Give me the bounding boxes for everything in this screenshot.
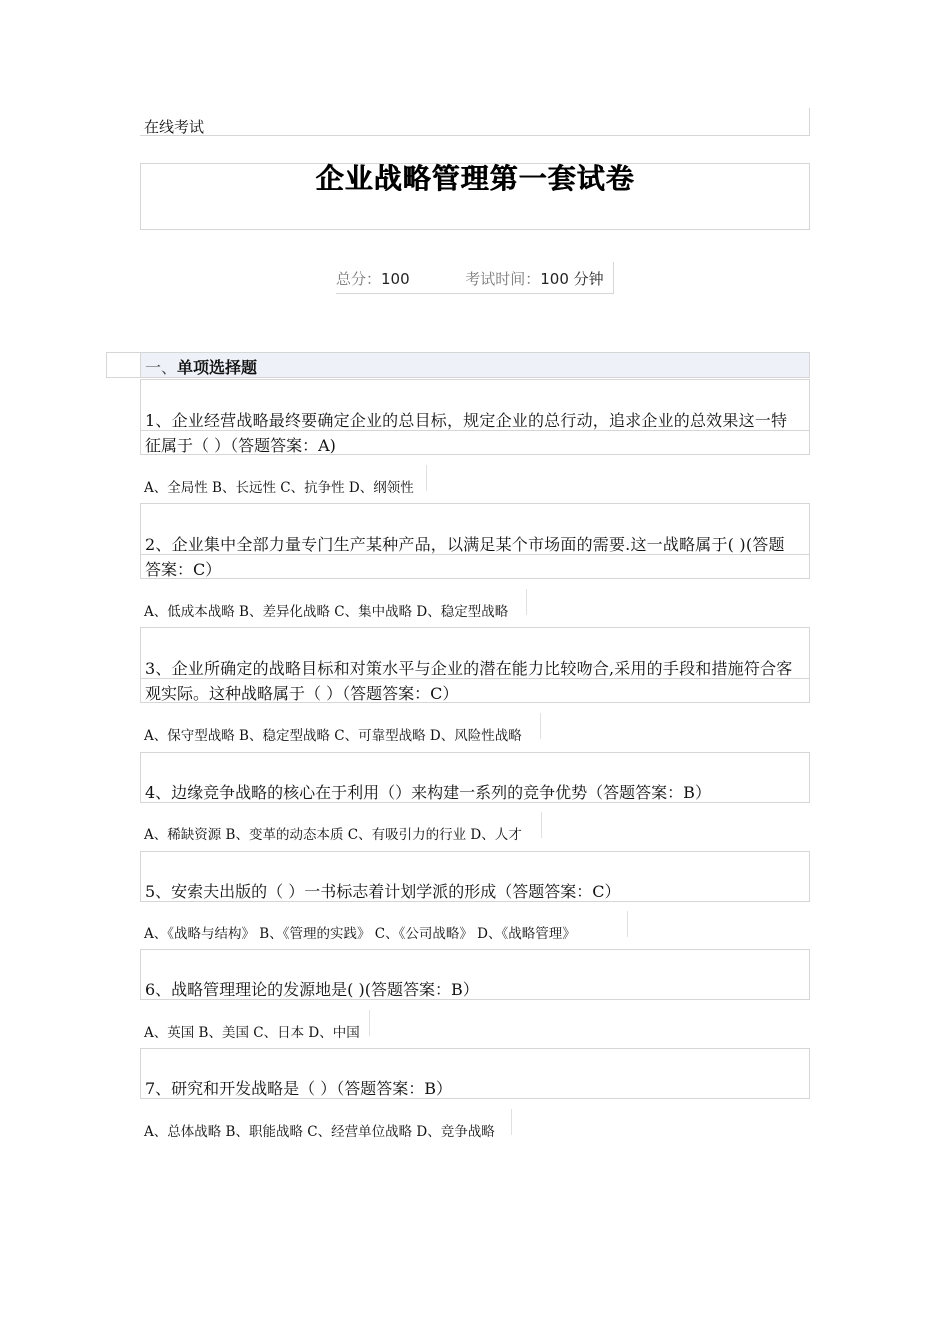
question-1-options: A、全局性 B、长远性 C、抗争性 D、纲领性 (140, 465, 427, 491)
question-text-line1: 3、企业所确定的战略目标和对策水平与企业的潜在能力比较吻合,采用的手段和措施符合客 (145, 659, 793, 678)
section-prefix: 一、 (145, 358, 178, 377)
question-2 (140, 503, 810, 579)
exam-time-label: 考试时间： (465, 270, 541, 288)
title-box (140, 163, 810, 230)
question-2-options: A、低成本战略 B、差异化战略 C、集中战略 D、稳定型战略 (140, 589, 527, 615)
section-title: 单项选择题 (177, 358, 258, 377)
question-5-options: A、《战略与结构》 B、《管理的实践》 C、《公司战略》 D、《战略管理》 (140, 911, 628, 937)
question-text-line2: 答案：C） (145, 560, 222, 579)
question-text-line1: 5、安索夫出版的（ ）一书标志着计划学派的形成（答题答案：C） (145, 882, 621, 901)
question-6-options: A、英国 B、美国 C、日本 D、中国 (140, 1010, 370, 1036)
section-number-cell (106, 352, 141, 378)
question-7 (140, 1048, 810, 1099)
section-header (140, 352, 810, 378)
question-4-options: A、稀缺资源 B、变革的动态本质 C、有吸引力的行业 D、人才 (140, 812, 542, 838)
total-score-label: 总分： (336, 270, 382, 288)
header-label: 在线考试 (140, 108, 810, 136)
question-text-line1: 1、企业经营战略最终要确定企业的总目标，规定企业的总行动，追求企业的总效果这一特 (145, 411, 788, 430)
exam-time-value: 100 分钟 (540, 270, 604, 288)
question-5 (140, 851, 810, 902)
question-4 (140, 752, 810, 803)
question-text-line1: 6、战略管理理论的发源地是( )(答题答案：B） (145, 980, 479, 999)
question-text-line1: 4、边缘竞争战略的核心在于利用（）来构建一系列的竞争优势（答题答案：B） (145, 783, 711, 802)
total-score-value: 100 (381, 270, 410, 288)
question-text-line2: 观实际。这种战略属于（ ）（答题答案：C） (145, 684, 459, 703)
question-1 (140, 379, 810, 455)
question-7-options: A、总体战略 B、职能战略 C、经营单位战略 D、竞争战略 (140, 1109, 512, 1135)
question-6 (140, 949, 810, 1000)
question-text-line1: 7、研究和开发战略是（ ）（答题答案：B） (145, 1079, 453, 1098)
question-3-options: A、保守型战略 B、稳定型战略 C、可靠型战略 D、风险性战略 (140, 713, 541, 739)
question-3 (140, 627, 810, 703)
question-text-line1: 2、企业集中全部力量专门生产某种产品，以满足某个市场面的需要.这一战略属于( )(答题 (145, 535, 785, 554)
question-text-line2: 征属于（ ）（答题答案：A) (145, 436, 336, 455)
exam-meta (336, 262, 614, 294)
exam-title: 企业战略管理第一套试卷 (315, 162, 635, 195)
